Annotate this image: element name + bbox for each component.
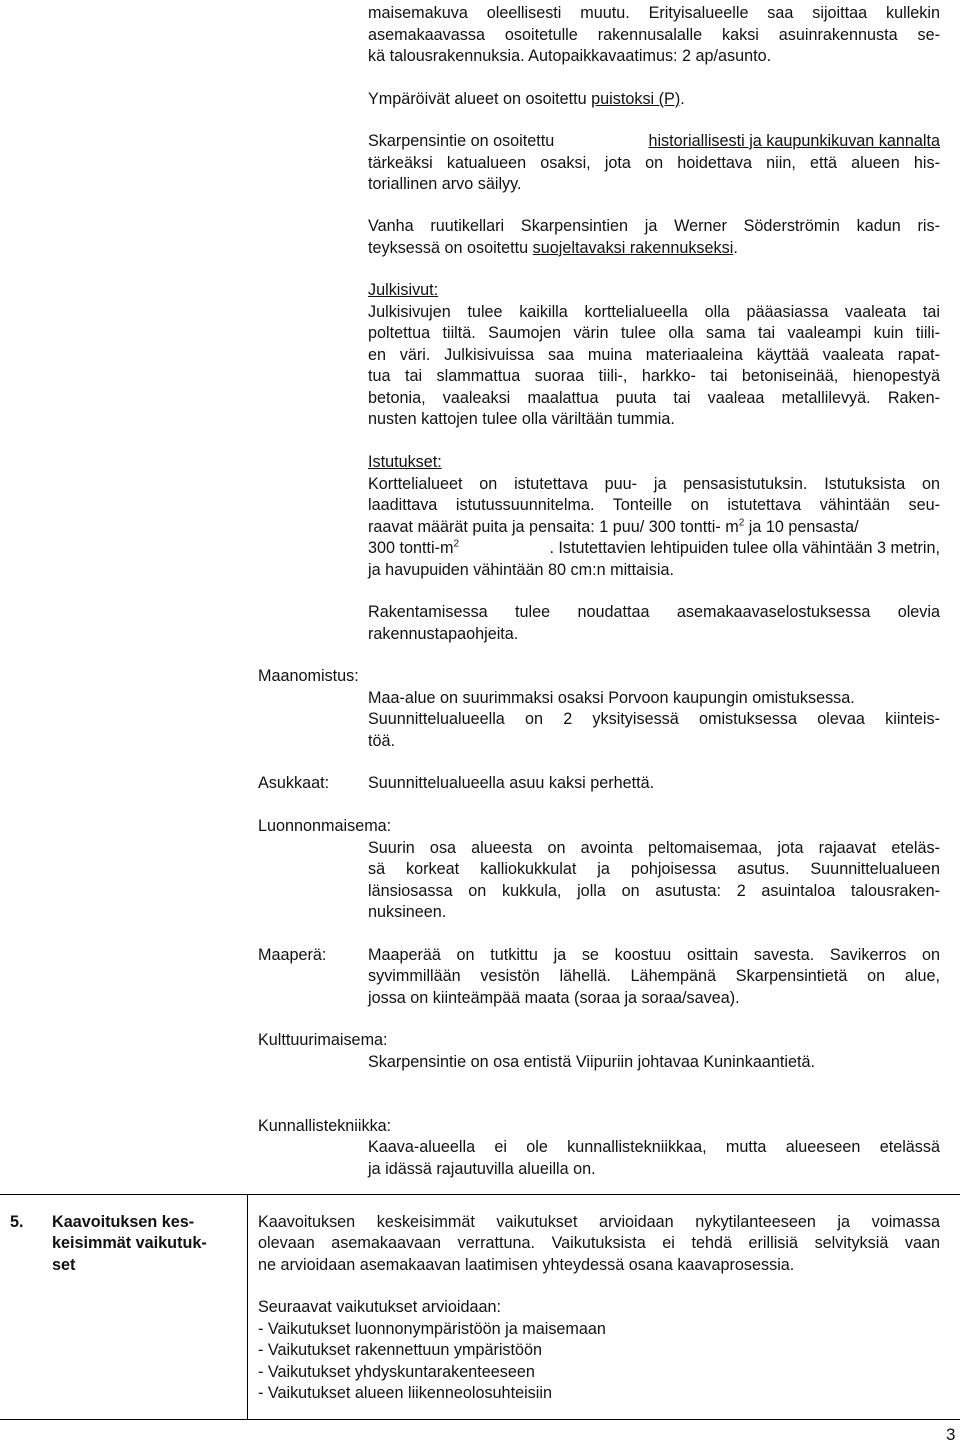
section-number: 5. (10, 1213, 24, 1231)
body-line: jossa on kiinteämpää maata (soraa ja soraa/savea). (368, 989, 740, 1007)
body-line: sä korkeat kalliokukkulat ja pohjoisessa asutus. Suunnittelualueen (368, 860, 940, 878)
body-line: ne arvioidaan asemakaavan laatimisen yhteydessä osana kaavaprosessia. (258, 1256, 795, 1274)
body-line: toriallinen arvo säilyy. (368, 175, 522, 193)
body-line: betonia, vaaleaksi maalattua puuta tai vaaleaa metallilevyä. Raken- (368, 389, 940, 407)
body-line: olevaan asemakaavaan verrattuna. Vaikutuksista ei tehdä erillisiä selvityksiä vaan (258, 1234, 940, 1252)
section-title-line: set (52, 1256, 76, 1274)
maapera-label: Maaperä: (258, 946, 327, 964)
body-line: maisemakuva oleellisesti muutu. Erityisalueelle saa sijoittaa kullekin (368, 4, 940, 22)
asukkaat-label: Asukkaat: (258, 774, 330, 792)
body-line: tärkeäksi katualueen osaksi, jota on hoidettava niin, että alueen his- (368, 154, 940, 172)
kulttuurimaisema-label: Kulttuurimaisema: (258, 1031, 388, 1049)
body-line: Kaavoituksen keskeisimmät vaikutukset arvioidaan nykytilanteeseen ja voimassa (258, 1213, 940, 1231)
body-line: raavat määrät puita ja pensaita: 1 puu/ 300 tontti- $m^2$ ja 10 pensasta/ (368, 517, 859, 536)
list-item: - Vaikutukset yhdyskuntarakenteeseen (258, 1363, 535, 1381)
body-line: Rakentamisessa tulee noudattaa asemakaavaselostuksessa olevia (368, 603, 940, 621)
table-bottom-border (0, 1419, 960, 1420)
body-line: länsiosassa on kukkula, jolla on asutusta: 2 asuintaloa talousraken- (368, 882, 940, 900)
body-line: rakennustapaohjeita. (368, 625, 519, 643)
istutukset-heading: Istutukset: (368, 453, 442, 471)
body-line: Maaperää on tutkittu ja se koostuu osittain savesta. Savikerros on (368, 946, 940, 964)
table-column-divider (247, 1194, 248, 1420)
body-line: töä. (368, 732, 396, 750)
body-line: asemakaavassa osoitetulle rakennusalalle kaksi asuinrakennusta se- (368, 26, 940, 44)
section-title-line: keisimmät vaikutuk- (52, 1234, 207, 1252)
body-line: Korttelialueet on istutettava puu- ja pensasistutuksin. Istutuksista on (368, 475, 940, 493)
body-line: nusten kattojen tulee olla väriltään tummia. (368, 410, 675, 428)
body-line: Kaava-alueella ei ole kunnallistekniikkaa, mutta alueeseen etelässä (368, 1138, 940, 1156)
kunnallistekniikka-label: Kunnallistekniikka: (258, 1117, 392, 1135)
table-top-border (0, 1194, 960, 1195)
body-line: Vanha ruutikellari Skarpensintien ja Werner Söderströmin kadun ris- (368, 217, 940, 235)
body-line: nuksineen. (368, 903, 447, 921)
body-line: Skarpensintie on osoitettu historiallisesti ja kaupunkikuvan kannalta (368, 132, 940, 150)
list-item: - Vaikutukset rakennettuun ympäristöön (258, 1341, 543, 1359)
list-heading: Seuraavat vaikutukset arvioidaan: (258, 1298, 501, 1316)
body-line: poltettua tiiltä. Saumojen värin tulee olla sama tai vaaleampi kuin tiili- (368, 324, 940, 342)
body-line: Julkisivujen tulee kaikilla korttelialueella olla pääasiassa vaaleata tai (368, 303, 940, 321)
maanomistus-label: Maanomistus: (258, 667, 359, 685)
body-line: ja havupuiden vähintään 80 cm:n mittaisia. (368, 561, 674, 579)
body-line: kä talousrakennuksia. Autopaikkavaatimus: 2 ap/asunto. (368, 47, 772, 65)
body-line: laadittava istutussuunnitelma. Tonteille on istutettava vähintään seu- (368, 496, 940, 514)
body-line: Suunnittelualueella on 2 yksityisessä omistuksessa olevaa kiinteis- (368, 710, 940, 728)
body-line: 300 tontti-$m^2$ . Istutettavien lehtipuiden tulee olla vähintään 3 metrin, (368, 538, 940, 557)
body-line: Ympäröivät alueet on osoitettu puistoksi (P). (368, 90, 685, 108)
list-item: - Vaikutukset alueen liikenneolosuhteisiin (258, 1384, 552, 1402)
body-line: syvimmillään vesistön lähellä. Lähempänä Skarpensintietä on alue, (368, 967, 940, 985)
list-item: - Vaikutukset luonnonympäristöön ja maisemaan (258, 1320, 606, 1338)
body-line: tua tai slammattua suoraa tiili-, harkko- tai betoniseinää, hienopestyä (368, 367, 940, 385)
luonnonmaisema-label: Luonnonmaisema: (258, 817, 392, 835)
body-line: ja idässä rajautuvilla alueilla on. (368, 1160, 596, 1178)
body-line: Maa-alue on suurimmaksi osaksi Porvoon kaupungin omistuksessa. (368, 689, 855, 707)
body-line: Skarpensintie on osa entistä Viipuriin johtavaa Kuninkaantietä. (368, 1053, 815, 1071)
page-number: 3 (946, 1425, 956, 1444)
julkisivut-heading: Julkisivut: (368, 281, 439, 299)
section-title-line: Kaavoituksen kes- (52, 1213, 195, 1231)
body-line: en väri. Julkisivuissa saa muina materiaaleina käyttää vaaleata rapat- (368, 346, 940, 364)
body-line: Suunnittelualueella asuu kaksi perhettä. (368, 774, 655, 792)
body-line: Suurin osa alueesta on avointa peltomaisemaa, jota rajaavat eteläs- (368, 839, 940, 857)
body-line: teyksessä on osoitettu suojeltavaksi rakennukseksi. (368, 239, 738, 257)
